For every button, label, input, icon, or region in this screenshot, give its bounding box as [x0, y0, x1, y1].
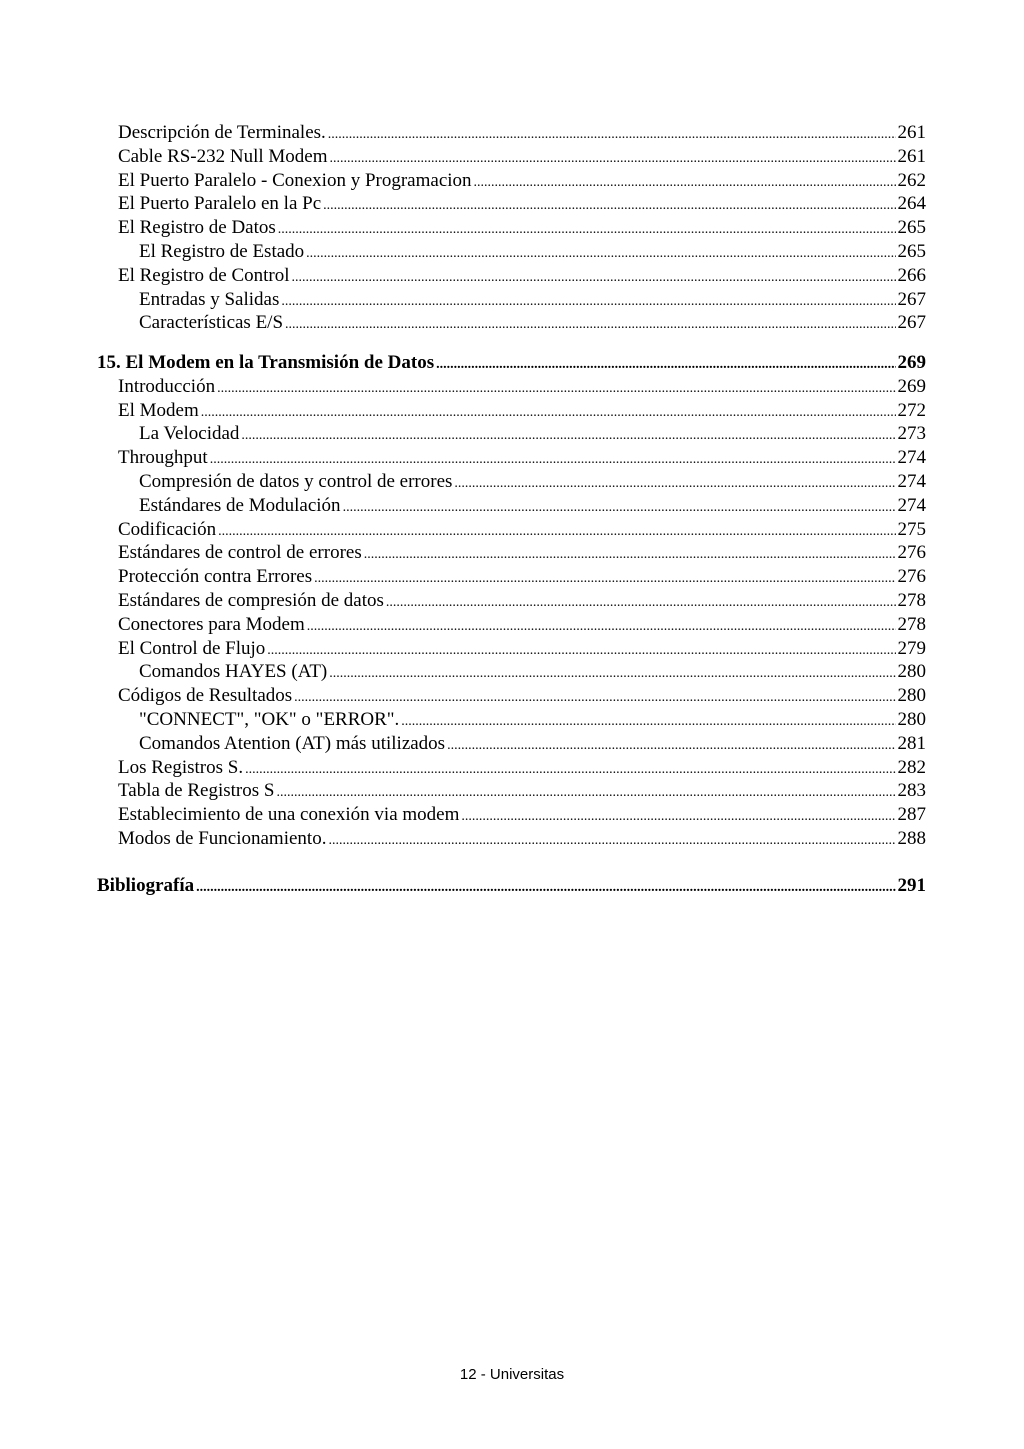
toc-chapter-entry: [97, 351, 926, 375]
toc-entry: [118, 192, 926, 216]
toc-dot-leader: [328, 827, 895, 853]
toc-page-number: 262: [897, 170, 926, 191]
toc-page-number: 274: [897, 495, 926, 516]
toc-page-number: 269: [897, 352, 926, 373]
toc-dot-leader: [241, 422, 895, 448]
page-footer: 12 - Universitas: [459, 1366, 565, 1383]
toc-entry-title: El Registro de Datos: [118, 217, 276, 238]
toc-dot-leader: [307, 613, 896, 639]
toc-entry-title: El Control de Flujo: [118, 638, 266, 659]
toc-page-number: 269: [897, 376, 926, 397]
toc-dot-leader: [454, 470, 895, 496]
toc-entry-title: Descripción de Terminales.: [118, 122, 326, 143]
toc-entry: [118, 684, 926, 708]
toc-dot-leader: [461, 803, 895, 829]
toc-entry: [118, 565, 926, 589]
toc-page-number: 272: [897, 400, 926, 421]
toc-page-number: 275: [897, 519, 926, 540]
toc-entry-title: Compresión de datos y control de errores: [139, 471, 453, 492]
toc-entry-title: Throughput: [118, 447, 208, 468]
toc-page-number: 287: [897, 804, 926, 825]
toc-page-number: 265: [897, 217, 926, 238]
toc-entry: [118, 827, 926, 851]
toc-entry: [118, 145, 926, 169]
toc-dot-leader: [306, 240, 895, 266]
toc-entry: [118, 446, 926, 470]
toc-page-number: 281: [897, 733, 926, 754]
toc-entry-title: Estándares de Modulación: [139, 495, 341, 516]
toc-entry: [118, 216, 926, 240]
toc-dot-leader: [210, 446, 896, 472]
toc-entry-title: El Puerto Paralelo - Conexion y Programacion: [118, 170, 472, 191]
toc-dot-leader: [343, 494, 896, 520]
toc-dot-leader: [330, 145, 896, 171]
toc-dot-leader: [401, 708, 895, 734]
toc-dot-leader: [285, 311, 895, 337]
toc-page-number: 267: [897, 289, 926, 310]
toc-entry: [118, 121, 926, 145]
toc-page-number: 278: [897, 590, 926, 611]
toc-page-number: 280: [897, 709, 926, 730]
toc-entry-title: Codificación: [118, 519, 217, 540]
toc-entry: [118, 264, 926, 288]
toc-entry: [139, 240, 926, 264]
toc-page-number: 279: [897, 638, 926, 659]
toc-dot-leader: [323, 192, 895, 218]
toc-entry: [139, 311, 926, 335]
toc-dot-leader: [294, 684, 895, 710]
toc-page-number: 291: [897, 875, 926, 896]
toc-dot-leader: [328, 121, 896, 147]
toc-entry-title: El Registro de Control: [118, 265, 290, 286]
toc-entry: [139, 288, 926, 312]
toc-entry-title: El Registro de Estado: [139, 241, 305, 262]
toc-dot-leader: [217, 375, 895, 401]
toc-entry: [118, 637, 926, 661]
toc-dot-leader: [292, 264, 896, 290]
toc-page-number: 273: [897, 423, 926, 444]
toc-entry-title: Modos de Funcionamiento.: [118, 828, 327, 849]
toc-entry-title: Introducción: [118, 376, 216, 397]
toc-entry-title: Comandos Atention (AT) más utilizados: [139, 733, 446, 754]
toc-page-number: 265: [897, 241, 926, 262]
toc-page-number: 276: [897, 542, 926, 563]
toc-entry-title: Conectores para Modem: [118, 614, 305, 635]
toc-page-number: 282: [897, 757, 926, 778]
toc-entry: [118, 803, 926, 827]
toc-entry: [118, 399, 926, 423]
toc-entry-title: Estándares de control de errores: [118, 542, 362, 563]
toc-dot-leader: [196, 874, 895, 900]
toc-page-number: 274: [897, 471, 926, 492]
toc-entry-title: La Velocidad: [139, 423, 240, 444]
toc-page-number: 261: [897, 146, 926, 167]
toc-entry-title: Características E/S: [139, 312, 284, 333]
toc-dot-leader: [329, 660, 895, 686]
toc-entry: [118, 613, 926, 637]
toc-entry-title: Bibliografía: [97, 875, 195, 896]
toc-entry-title: Protección contra Errores: [118, 566, 313, 587]
toc-entry: [139, 494, 926, 518]
toc-entry-title: Cable RS-232 Null Modem: [118, 146, 328, 167]
toc-entry: [118, 518, 926, 542]
toc-page-number: 280: [897, 685, 926, 706]
toc-page-number: 280: [897, 661, 926, 682]
toc-entry: [139, 732, 926, 756]
toc-entry: [118, 589, 926, 613]
toc-entry: [118, 756, 926, 780]
toc-page-number: 288: [897, 828, 926, 849]
toc-page-number: 283: [897, 780, 926, 801]
toc-entry: [118, 541, 926, 565]
toc-entry-title: Entradas y Salidas: [139, 289, 280, 310]
toc-entry-title: Establecimiento de una conexión via modem: [118, 804, 460, 825]
toc-dot-leader: [447, 732, 895, 758]
toc-page-number: 261: [897, 122, 926, 143]
toc-page-number: 276: [897, 566, 926, 587]
toc-page-number: 264: [897, 193, 926, 214]
toc-entry: [118, 169, 926, 193]
toc-page-number: 266: [897, 265, 926, 286]
toc-dot-leader: [278, 216, 896, 242]
toc-dot-leader: [364, 541, 896, 567]
toc-entry-title: El Modem: [118, 400, 199, 421]
toc-page-number: 274: [897, 447, 926, 468]
toc-entry: [139, 422, 926, 446]
toc-dot-leader: [386, 589, 896, 615]
toc-chapter-entry: [97, 874, 926, 898]
toc-entry-title: Códigos de Resultados: [118, 685, 293, 706]
toc-entry-title: 15. El Modem en la Transmisión de Datos: [97, 352, 435, 373]
toc-entry-title: "CONNECT", "OK" o "ERROR".: [139, 709, 400, 730]
toc-entry-title: El Puerto Paralelo en la Pc: [118, 193, 322, 214]
toc-page-number: 267: [897, 312, 926, 333]
toc-entry: [139, 470, 926, 494]
toc-entry-title: Los Registros S.: [118, 757, 244, 778]
toc-entry: [118, 779, 926, 803]
toc-dot-leader: [436, 351, 895, 377]
toc-dot-leader: [276, 779, 895, 805]
toc-entry: [139, 660, 926, 684]
toc-dot-leader: [314, 565, 895, 591]
toc-entry-title: Tabla de Registros S: [118, 780, 275, 801]
toc-entry-title: Estándares de compresión de datos: [118, 590, 384, 611]
toc-entry: [118, 375, 926, 399]
toc-entry: [139, 708, 926, 732]
toc-entry-title: Comandos HAYES (AT): [139, 661, 328, 682]
toc-page-number: 278: [897, 614, 926, 635]
